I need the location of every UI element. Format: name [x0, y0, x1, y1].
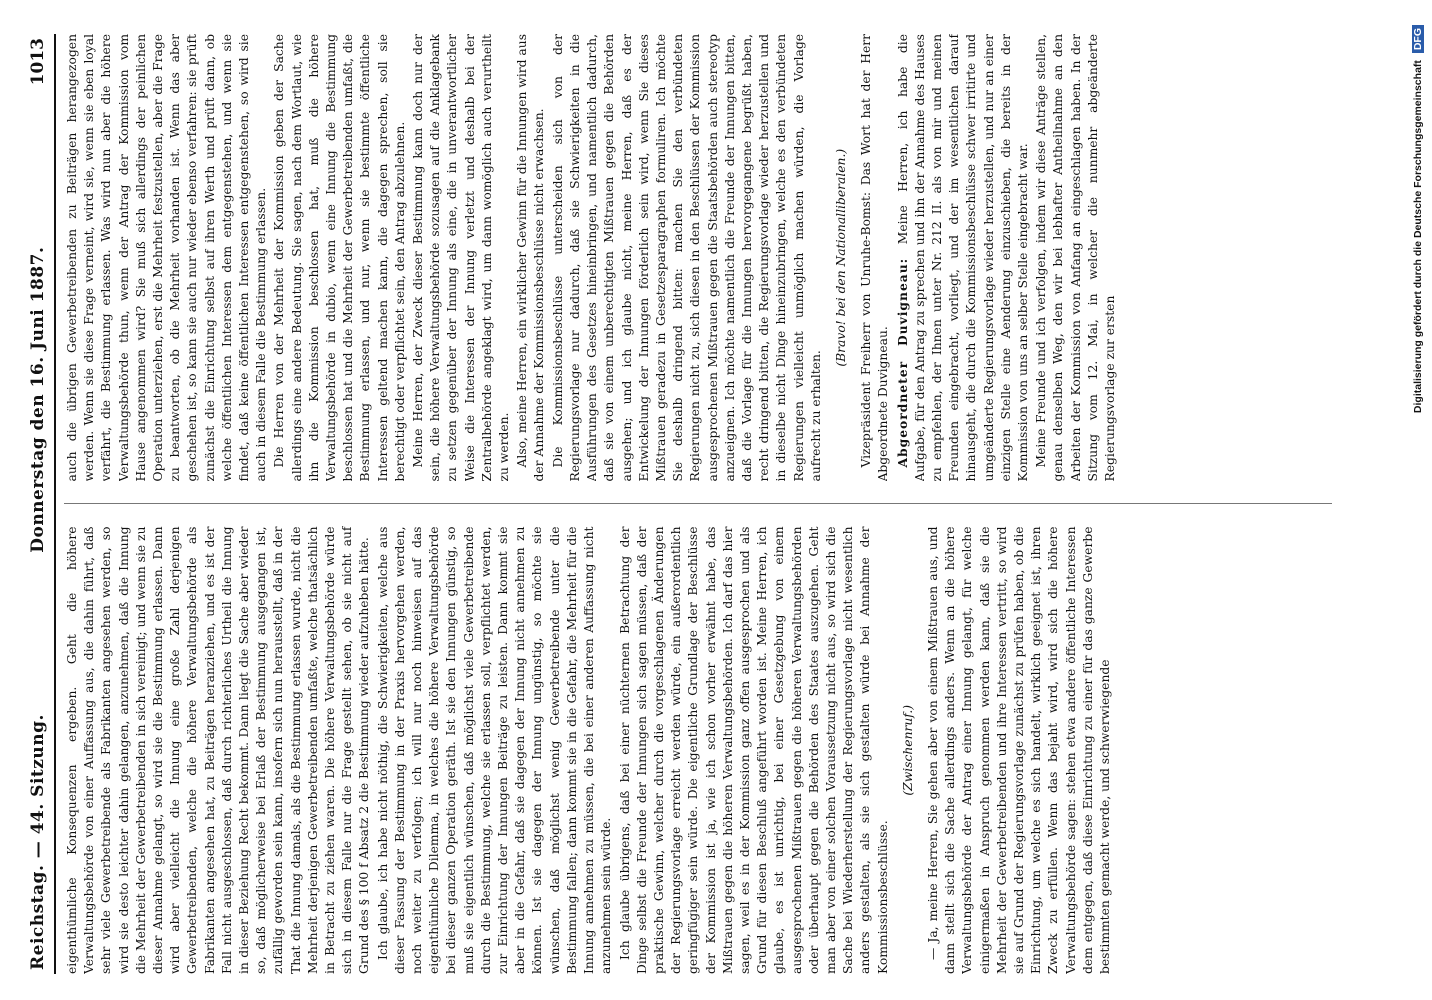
speech-text: Meine Herren, ich habe die Aufgabe, für den Antrag zu sprechen und ihn der Annahme des Hauses zu empfehlen, der Ihnen unter Nr. 212 II. als von mir und meinen Freunden eingebracht, vorliegt, und der im wesentlichen darauf hinausgeht, die durch die Kommissionsbeschlüsse schwer irritirte und umgeänderte Regierungsvorlage wieder herzustellen, und nur an einer einzigen Stelle eine Aenderung einzuschieben, die bereits in der Kommission von uns an selber Stelle eingebracht war.: [895, 34, 1030, 482]
speaker-name: Abgeordneter Duvigneau:: [894, 257, 910, 468]
paragraph: [894, 34, 1033, 482]
interjection: (Bravo! bei den Nationalliberalen.): [833, 148, 848, 367]
paragraph: Meine Freunde und ich verfolgen, indem wir diese Anträge stellen, genau denselben Weg, den wir bei lebhafter Antheilnahme an den Arbeiten der Kommission von Anfang an eingeschlagen haben. In der Sitzung vom 12. Mai, in welcher die nunmehr abgeänderte Regierungsvorlage zur ersten: [1034, 34, 1117, 482]
paragraph: Vizepräsident Freiherr von Unruhe-Bomst: Das Wort hat der Herr Abgeordnete Duvigneau.: [859, 34, 891, 482]
paragraph: eigenthümliche Konsequenzen ergeben. Geht die höhere Verwaltungsbehörde von einer Auffassung aus, die dahin führt, daß sehr viele Gewerbetreibende als Fabrikanten angesehen werden, so wird sie desto leichter dahin gelangen, anzunehmen, daß die Innung die Mehrheit der Gewerbetreibenden in sich vereinigt; und wenn sie zu dieser Annahme gelangt, so wird sie die Bestimmung erlassen. Dann wird aber vielleicht die Innung eine große Zahl derjenigen Gewerbetreibenden, welche die höhere Verwaltungsbehörde als Fabrikanten angesehen hat, zu Beiträgen heranziehen, und es ist der Fall nicht ausgeschlossen, daß durch richterliches Urtheil die Innung in dieser Beziehung Recht bekommt. Dann liegt die Sache aber wieder so, daß möglicherweise bei Erlaß der Bestimmung ausgegangen ist, zufällig geworden sein kann, insofern sich nun herausstellt, daß in der That die Innung damals, als die Bestimmung erlassen wurde, nicht die Mehrheit derjenigen Gewerbetreibenden umfaßte, welche thatsächlich in Betracht zu ziehen waren. Die höhere Verwaltungsbehörde würde sich in diesem Falle nur die Frage gestellt sehen, ob sie nicht auf Grund des § 100 f Absatz 2 die Bestimmung wieder aufzuheben hätte.: [65, 526, 372, 974]
column-divider: [64, 504, 1332, 505]
text-columns: [64, 34, 1332, 974]
credit-text: Digitalisierung gefördert durch die Deutsche Forschungsgemeinschaft: [1412, 60, 1424, 414]
header-date: Donnerstag den 16. Juni 1887.: [28, 246, 48, 553]
header-left: Reichstag. — 44. Sitzung.: [28, 714, 48, 970]
page-header: [28, 34, 54, 974]
interjection: (Zwischenruf.): [900, 704, 915, 796]
paragraph: Ich glaube, ich habe nicht nöthig, die Schwierigkeiten, welche aus dieser Fassung der Bestimmung in der Praxis hervorgehen werden, noch weiter zu verfolgen; ich will nur noch hinweisen auf das eigenthümliche Dilemma, in welches die höhere Verwaltungsbehörde bei dieser ganzen Operation geräth. Ist sie den Innungen günstig, so muß sie eigentlich wünschen, daß möglichst viele Gewerbetreibende durch die Bestimmung, welche sie erlassen soll, verpflichtet werden, zur Einrichtung der Innungen Beiträge zu leisten. Dann kommt sie aber in die Gefahr, daß sie dagegen der Innung nicht annehmen zu können. Ist sie dagegen der Innung ungünstig, so möchte sie wünschen, daß möglichst wenig Gewerbetreibende unter die Bestimmung fallen; dann kommt sie in die Gefahr, die Mehrheit für die Innung annehmen zu müssen, die bei einer anderen Auffassung nicht anzunehmen sein würde.: [375, 526, 614, 974]
paragraph: Also, meine Herren, ein wirklicher Gewinn für die Innungen wird aus der Annahme der Kommissionsbeschlüsse nicht erwachsen.: [515, 34, 547, 482]
text-column-right: [64, 34, 1332, 482]
paragraph: auch die übrigen Gewerbetreibenden zu Beiträgen herangezogen werden. Wenn sie diese Frage verneint, wird sie, wenn sie eben loyal verfährt, die Bestimmung erlassen. Was wird nun aber die höhere Verwaltungsbehörde thun, wenn der Antrag der Kommission vom Hause angenommen wird? Sie muß sich allerdings der peinlichen Operation unterziehen, erst die Mehrheit festzustellen, aber die Frage zu beantworten, ob die Mehrheit vorhanden ist. Wenn das aber geschehen ist, so kann sie auch nur wieder ebenso verfahren: sie prüft zunächst die Einrichtung selbst auf ihren Werth und prüft dann, ob welche öffentlichen Interessen dem entgegenstehen, und wenn sie findet, daß keine öffentlichen Interessen entgegenstehen, so wird sie auch in diesem Falle die Bestimmung erlassen.: [65, 34, 269, 482]
paragraph: Meine Herren, der Zweck dieser Bestimmung kann doch nur der sein, die höhere Verwaltungsbehörde sozusagen auf die Anklagebank zu setzen gegenüber der Innung als eine, die in unverantwortlicher Weise die Interessen der Innung verletzt und deshalb bei der Zentralbehörde angeklagt wird, um dann womöglich auch verurtheilt zu werden.: [411, 34, 512, 482]
paragraph: Ich glaube übrigens, daß bei einer nüchternen Betrachtung der Dinge selbst die Freunde der Innungen sich sagen müssen, daß der praktische Gewinn, welcher durch die vorgeschlagenen Änderungen der Regierungsvorlage erreicht werden würde, ein außerordentlich geringfügiger sein würde. Die eigentliche Grundlage der Beschlüsse der Kommission ist ja, wie ich schon vorher erwähnt habe, das Mißtrauen gegen die höheren Verwaltungsbehörden. Ich darf das hier sagen, weil es in der Kommission ganz offen ausgesprochen und als Grund für diesen Beschluß angeführt worden ist. Meine Herren, ich glaube, es ist unrichtig, bei einer Gesetzgebung von einem ausgesprochenen Mißtrauen gegen die höheren Verwaltungsbehörden oder überhaupt gegen die Behörden des Staates auszugehen. Geht man aber von einer solchen Voraussetzung nicht aus, so wird sich die Sache bei Wiederherstellung der Regierungsvorlage nicht wesentlich anders gestalten, als sie sich gestalten würde bei Annahme der Kommissionsbeschlüsse.: [617, 526, 890, 974]
header-rule: [54, 34, 56, 974]
page-number: 1013: [28, 38, 48, 86]
paragraph: — Ja, meine Herren, Sie gehen aber von einem Mißtrauen aus, und dann stellt sich die Sache allerdings anders. Wenn an die höhere Verwaltungsbehörde der Antrag einer Innung gelangt, für welche einigermaßen in Anspruch genommen werden kann, daß sie die Mehrheit der Gewerbetreibenden und ihre Interessen vertritt, so wird sie auf Grund der Regierungsvorlage zunächst zu prüfen haben, ob die Einrichtung, um welche es sich handelt, wirklich geeignet ist, ihren Zweck zu erfüllen. Wenn das bejaht wird, wird sich die höhere Verwaltungsbehörde sagen: stehen etwa andere öffentliche Interessen dem entgegen, daß diese Einrichtung zu einer für das ganze Gewerbe bestimmten gemacht werde, und schwerwiegende: [925, 526, 1112, 974]
text-column-left: [64, 527, 1332, 975]
digitization-credit: [1406, 10, 1430, 990]
paragraph: Die Kommissionsbeschlüsse unterscheiden sich von der Regierungsvorlage nur dadurch, daß sie Schwierigkeiten in die Ausführungen des Gesetzes hineinbringen, und namentlich dadurch, daß sie von einem unberechtigten Mißtrauen gegen die Behörden ausgehen; und ich glaube nicht, meine Herren, daß es der Entwickelung der Innungen förderlich sein wird, wenn Sie dieses Mißtrauen geradezu in Gesetzesparagraphen formuliren. Ich möchte Sie deshalb dringend bitten: machen Sie den verbündeten Regierungen nicht zu, sich diesen in den Beschlüssen der Kommission ausgesprochenen Mißtrauen gegen die Staatsbehörden auch stereotyp anzueignen. Ich möchte namentlich die Freunde der Innungen bitten, daß die Vorlage für die Innungen hervorgegangene begrüßt haben, recht dringend bitten, die Regierungsvorlage wieder herzustellen und in dieselbe nicht Dinge hineinzubringen, welche es den verbündeten Regierungen vielleicht unmöglich machen würden, die Vorlage aufrecht zu erhalten.: [550, 34, 823, 482]
dfg-badge: DFG: [1412, 25, 1424, 53]
paragraph: Die Herren von der Mehrheit der Kommission geben der Sache allerdings eine andere Bedeutung. Sie sagen, nach dem Wortlaut, wie ihn die Kommission beschlossen hat, muß die höhere Verwaltungsbehörde in dubio, wenn eine Innung die Bestimmung beschlossen hat und die Mehrheit der Gewerbetreibenden umfaßt, die Bestimmung erlassen, und nur, wenn sie bestimmte öffentliche Interessen geltend machen kann, die dagegen sprechen, soll sie berechtigt oder verpflichtet sein, den Antrag abzulehnen.: [272, 34, 407, 482]
